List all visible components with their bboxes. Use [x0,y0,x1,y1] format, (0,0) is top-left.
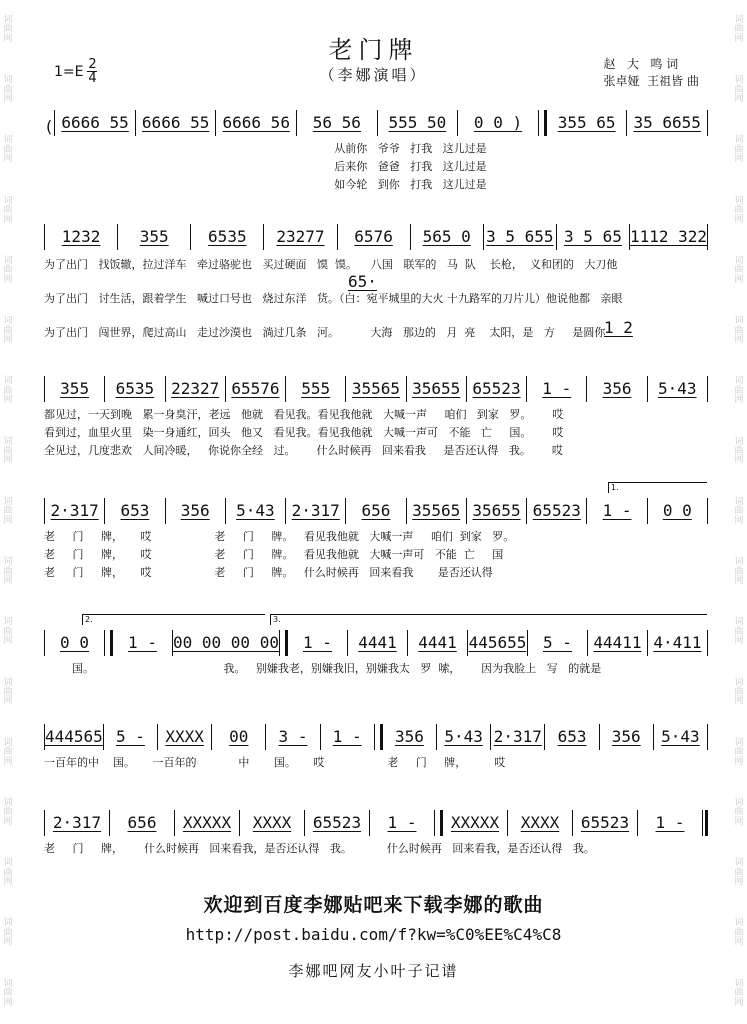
watermark-text: 词 曲 网 [734,918,744,948]
measure: 1 - [542,378,572,398]
watermark-text: 词 曲 网 [734,798,744,827]
watermark-text: 词 曲 网 [3,135,13,165]
watermark-text: 词 曲 网 [734,195,744,225]
barline [707,630,708,656]
repeat-barline [538,110,546,136]
measure: 6576 [354,226,393,246]
key-signature [54,58,97,85]
measure: 5 - [115,726,145,746]
barline [707,376,708,402]
measure: 35565 [412,500,461,520]
measure: 356 [611,726,641,746]
measure: 356 [180,500,210,520]
watermark-text: 词 曲 网 [3,496,13,526]
measure: 65576 [231,378,280,398]
barline [707,498,708,524]
measure: XXXX [252,812,292,832]
measure: 65523 [472,378,521,398]
lyric-line: 一百年的中 国。 一百年的 中 国。 哎 老 门 牌， 哎 [44,756,506,769]
watermark-text: 词 曲 网 [3,978,13,1008]
measure: 4441 [358,632,397,652]
time-signature [87,58,97,85]
watermark-text: 词 曲 网 [3,918,13,948]
footer-url[interactable]: http://post.baidu.com/f?kw=%C0%EE%C4%C8 [185,925,562,944]
measure: XXXX [165,726,204,746]
measure: 35655 [472,500,521,520]
measure: 6666 55 [141,112,210,132]
lyric-line: 为了出门 找饭辙，拉过洋车 牵过骆驼也 买过硬面 馍 馍。 八国 联军的 马 队 长枪， 义和团的 大刀他 [44,258,618,271]
measure: 4·411 [653,632,702,652]
measure: 1 - [655,812,685,832]
measure: 356 [602,378,632,398]
measure: XXXXX [450,812,500,832]
measure: 1 - [303,632,332,652]
lyric-line: 为了出门 闯世界，爬过高山 走过沙漠也 淌过几条 河。 大海 那边的 月 亮 太阳，是 方 是圆你 [44,326,606,339]
measure: 5·43 [444,726,483,746]
watermark-text: 词 曲 网 [3,737,13,767]
watermark-text: 词 曲 网 [734,316,744,345]
time-top: 2 [88,57,97,72]
volta-bracket: 1. [608,482,707,493]
lyric-line: 后来你 爸爸 打我 这儿过是 [44,160,487,173]
watermark-text: 词 曲 网 [734,255,744,285]
notation-row [44,374,708,402]
measure: 356 [394,726,424,746]
measure: XXXX [520,812,560,832]
measure: 56 56 [312,112,361,132]
measure: 5 - [543,632,572,652]
measure: 0 0 [60,632,89,652]
composer: 张卓娅 王祖皆 曲 [603,74,699,88]
measure: 6666 55 [61,112,129,132]
repeat-barline [279,630,287,656]
volta-bracket: 2. [82,614,265,625]
measure: 23277 [276,226,325,246]
alternate-notes: 1 2 [604,318,633,337]
alternate-notes: 65· [348,272,377,291]
watermark-text: 词 曲 网 [3,316,13,345]
watermark-text: 词 曲 网 [734,858,744,888]
lyric-line: 都见过，一天到晚 累一身臭汗，老远 他就 看见我。看见我他就 大喊一声 咱们 到家 罗。 哎 [44,408,564,421]
measure: XXXXX [182,812,232,832]
measure: 4441 [418,632,457,652]
repeat-barline [104,630,112,656]
final-barline [702,810,708,836]
credits [604,56,699,90]
measure: 555 [301,378,331,398]
barline [707,110,708,136]
measure: 3 5 655 [486,226,554,246]
barline [707,224,708,250]
watermark-text: 词 曲 网 [3,195,13,225]
measure: 444565 [45,726,103,746]
volta-bracket: 3. [270,614,707,625]
watermark-text: 词 曲 网 [734,135,744,165]
watermark-text: 词 曲 网 [734,617,744,647]
measure: 6535 [208,226,247,246]
footer-download-note: 欢迎到百度李娜贴吧来下载李娜的歌曲 [203,894,544,916]
paren: ( [46,117,53,136]
time-bottom: 4 [88,71,97,86]
singer-credit: （李娜演唱） [319,66,428,84]
measure: 00 00 00 00 [173,632,279,652]
measure: 65523 [580,812,630,832]
watermark-text: 词 曲 网 [3,376,13,406]
measure: 1 - [602,500,632,520]
watermark-text: 词 曲 网 [734,436,744,466]
measure: 3 5 65 [564,226,622,246]
watermark-text: 词 曲 网 [3,75,13,105]
measure: 1 - [332,726,362,746]
watermark-text: 词 曲 网 [734,557,744,586]
measure: 355 [139,226,169,246]
repeat-barline [434,810,442,836]
measure: 65523 [532,500,581,520]
watermark-text: 词 曲 网 [734,376,744,406]
lyric-line: 为了出门 讨生活，跟着学生 喊过口号也 烧过东洋 货。（白：宛平城里的大火 十九路军的刀片儿）他说他都 亲眼 [44,292,623,305]
measure: 5·43 [658,378,697,398]
lyric-line: 如今轮 到你 打我 这儿过是 [44,178,487,191]
notation-row [44,722,708,750]
watermark-text: 词 曲 网 [3,677,13,707]
measure: 2·317 [291,500,340,520]
measure: 0 0 ) [473,112,523,132]
lyric-line: 老 门 牌， 什么时候再 回来看我，是否还认得 我。 什么时候再 回来看我，是否还认得 我。 [44,842,595,855]
lyric-line: 老 门 牌， 哎 老 门 牌。 看见我他就 大喊一声 咱们 到家 罗。 [44,530,515,543]
measure: 653 [557,726,587,746]
notation-row [44,108,708,136]
watermark-text: 词 曲 网 [3,436,13,466]
measure: 445655 [468,632,527,652]
measure: 3 - [278,726,308,746]
notation-row [44,222,708,250]
footer-transcriber: 李娜吧网友小叶子记谱 [288,962,459,980]
measure: 2·317 [493,726,542,746]
watermark-text: 词 曲 网 [734,978,744,1008]
measure: 65523 [312,812,362,832]
watermark-text: 词 曲 网 [3,798,13,827]
watermark-text: 词 曲 网 [3,255,13,285]
watermark-text: 词 曲 网 [734,14,744,44]
measure: 565 0 [422,226,471,246]
watermark-text: 词 曲 网 [3,617,13,647]
watermark-text: 词 曲 网 [3,858,13,888]
watermark-text: 词 曲 网 [734,737,744,767]
barline [707,724,708,750]
measure: 22327 [171,378,220,398]
lyric-line: 从前你 爷爷 打我 这儿过是 [44,142,487,155]
song-title: 老门牌 [328,36,419,64]
lyricist: 赵 大 鸣 词 [603,57,679,71]
measure: 0 0 [662,500,692,520]
measure: 1 - [128,632,157,652]
measure: 5·43 [661,726,700,746]
measure: 00 [229,726,249,746]
measure: 2·317 [52,812,102,832]
lyric-line: 国。 我。 别嫌我老，别嫌我旧，别嫌我太 罗 嗦， 因为我脸上 写 的就是 [44,662,602,675]
measure: 6666 56 [222,112,290,132]
key-label: 1=E [54,63,84,80]
watermark-text: 词 曲 网 [734,75,744,105]
notation-row [44,628,708,656]
watermark-text: 词 曲 网 [3,557,13,586]
lyric-line: 老 门 牌， 哎 老 门 牌。 看见我他就 大喊一声可 不能 亡 国 [44,548,504,561]
measure: 5·43 [236,500,275,520]
measure: 653 [120,500,150,520]
watermark-text: 词 曲 网 [734,677,744,707]
notation-row [44,808,708,836]
measure: 656 [127,812,157,832]
measure: 6535 [115,378,155,398]
watermark-text: 词 曲 网 [734,496,744,526]
measure: 355 [60,378,90,398]
measure: 35 6655 [633,112,701,132]
measure: 44411 [593,632,642,652]
lyric-line: 看到过，血里火里 染一身通红，回头 他又 看见我。看见我他就 大喊一声可 不能 亡 国。 哎 [44,426,564,439]
watermark-text: 词 曲 网 [3,14,13,44]
measure: 35655 [412,378,461,398]
measure: 2·317 [50,500,99,520]
measure: 1232 [61,226,101,246]
measure: 35565 [351,378,401,398]
measure: 1 - [387,812,417,832]
measure: 656 [361,500,391,520]
repeat-barline [374,724,382,750]
lyric-line: 全见过，几度悲欢 人间冷暖， 你说你全经 过。 什么时候再 回来看我 是否还认得 我。 哎 [44,444,563,457]
notation-row [44,496,708,524]
measure: 355 65 [557,112,616,132]
measure: 555 50 [388,112,447,132]
measure: 1112 322 [630,226,708,246]
lyric-line: 老 门 牌， 哎 老 门 牌。 什么时候再 回来看我 是否还认得 [44,566,493,579]
